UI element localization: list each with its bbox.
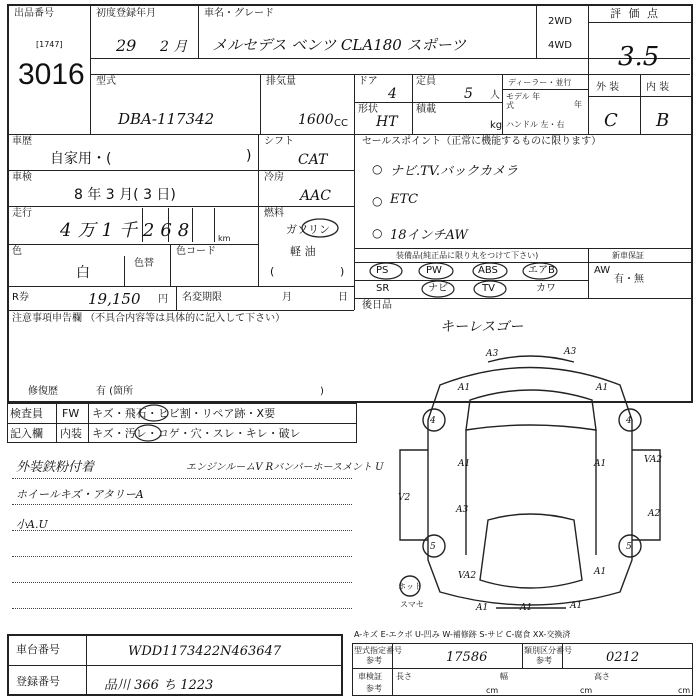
- model-year-unit: 年: [574, 100, 582, 109]
- mark-5-left: 5: [430, 542, 436, 552]
- type-cert-sub: 参考: [366, 656, 382, 665]
- equip-ps: PS: [376, 265, 389, 276]
- name-value: メルセデス ベンツ CLA180 スポーツ: [212, 36, 467, 54]
- ext-value: C: [604, 110, 618, 131]
- equip-navi: ナビ: [428, 283, 448, 294]
- first-reg-year: 29: [116, 36, 137, 55]
- hotto-label: ホット: [398, 582, 422, 591]
- remark-right-1: エンジンルームV Rバンパーホースメント U: [186, 462, 384, 473]
- color-value: 白: [76, 265, 90, 281]
- remark-line-2: ホイールキズ・アタリーA: [16, 488, 144, 501]
- inspection-value: 8 年 3 月( 3 日): [74, 187, 176, 203]
- drive-2wd: 2WD: [548, 16, 572, 27]
- mileage-value: 4万1千268: [60, 220, 196, 241]
- equip-abs: ABS: [478, 265, 498, 276]
- model-label: 型式: [96, 76, 116, 87]
- equip-sr: SR: [376, 283, 390, 294]
- transfer-label: 名変期限: [182, 292, 222, 303]
- int-value: B: [656, 110, 670, 131]
- recycle-label: R券: [12, 292, 29, 303]
- mark-a3-left-rear: A3: [456, 505, 469, 515]
- ac-value: AAC: [300, 188, 331, 204]
- shape-value: HT: [376, 114, 398, 130]
- fuel-diesel: 軽 油: [290, 245, 316, 258]
- retrofit-value: キーレスゴー: [440, 319, 524, 335]
- rating-value: 3.5: [618, 42, 660, 72]
- int-items: キズ・汚レ・コゲ・穴・スレ・キレ・破レ: [92, 427, 301, 440]
- capacity-unit: 人: [490, 90, 500, 101]
- mark-a1-fl: A1: [458, 383, 471, 393]
- displacement-label: 排気量: [266, 76, 296, 87]
- class-label: 類別区分番号: [524, 646, 572, 655]
- load-unit: kg: [490, 120, 503, 131]
- model-year-label: モデル 年式: [506, 92, 541, 110]
- door-label: ドア: [358, 76, 378, 87]
- color-code-label: 色コード: [176, 246, 216, 257]
- notes-title: 注意事項申告欄 （不具合内容等は具体的に記入して下さい）: [12, 313, 286, 324]
- type-cert-value: 17586: [446, 650, 488, 665]
- name-label: 車名・グレード: [204, 8, 274, 19]
- reg-label: 登録番号: [16, 675, 60, 688]
- sales-point-3: 18インチAW: [390, 228, 468, 243]
- transfer-day: 日: [338, 292, 348, 303]
- fuel-paren-close: ): [340, 265, 345, 278]
- color-change-label: 色替: [134, 258, 154, 269]
- mark-a3-front-right: A3: [564, 347, 577, 357]
- type-cert-label: 型式指定番号: [354, 646, 402, 655]
- height-unit: cm: [678, 686, 691, 695]
- legend-text: A-キズ E-エクボ U-凹み W-補修跡 S-サビ C-腐食 XX-交換済: [354, 630, 571, 639]
- inspector-label-2: 記入欄: [10, 427, 43, 440]
- load-label: 積載: [416, 104, 436, 115]
- shift-label: シフト: [264, 136, 294, 147]
- repair-value: 有 (箇所: [96, 386, 134, 397]
- history-close: ): [246, 148, 252, 164]
- remark-line-1: 外装鉄粉付着: [16, 460, 95, 475]
- fw-label: FW: [62, 407, 80, 420]
- mileage-unit: km: [218, 234, 231, 243]
- rating-label: 評 価 点: [610, 7, 660, 20]
- mark-va2-right: VA2: [644, 455, 663, 465]
- class-value: 0212: [606, 650, 640, 665]
- shift-value: CAT: [298, 152, 328, 168]
- displacement-unit: CC: [334, 118, 348, 129]
- equip-leather: カワ: [536, 283, 556, 294]
- sumu-label: スマセ: [400, 600, 424, 609]
- mark-5-right: 5: [626, 542, 632, 552]
- fuel-gas: ガソリン: [286, 223, 330, 236]
- mark-a3-front-left: A3: [486, 349, 499, 359]
- transfer-month: 月: [282, 292, 292, 303]
- mark-a1-rear-left: A1: [476, 603, 489, 613]
- mark-4-left: 4: [430, 416, 436, 426]
- first-reg-month: 2 月: [160, 39, 188, 55]
- recycle-value: 19,150: [88, 290, 141, 308]
- height-label: 高さ: [594, 672, 610, 681]
- mark-a2-right: A2: [648, 509, 661, 519]
- new-car-label: 新車保証: [612, 251, 644, 260]
- mark-a1-right-door: A1: [594, 459, 607, 469]
- handle-label: ハンドル 左・右: [506, 120, 565, 129]
- sales-title: セールスポイント（正常に機能するものに限ります）: [362, 136, 602, 147]
- drive-4wd: 4WD: [548, 40, 572, 51]
- equipment-title: 装備品(純正品に限り丸をつけて下さい): [396, 251, 539, 260]
- equip-airbag: エアB: [528, 265, 555, 276]
- history-value: 自家用・(: [50, 151, 112, 167]
- capacity-label: 定員: [416, 76, 436, 87]
- int-label-row: 内装: [60, 427, 82, 440]
- remark-line-3: 小A.U: [16, 518, 48, 531]
- dims-label: 車検証: [358, 672, 382, 681]
- length-label: 長さ: [396, 672, 412, 681]
- dims-sub: 参考: [366, 684, 382, 693]
- reg-value: 品川 366 ち 1223: [104, 678, 214, 693]
- lot-number: 3016: [18, 58, 85, 91]
- first-reg-label: 初度登録年月: [96, 8, 156, 19]
- mark-4-right: 4: [626, 416, 632, 426]
- chassis-value: WDD1173422N463647: [128, 644, 282, 659]
- fuel-label: 燃料: [264, 208, 284, 219]
- mark-a1-rear-right: A1: [570, 601, 583, 611]
- repair-label: 修復歴: [28, 386, 58, 397]
- shape-label: 形状: [358, 104, 378, 115]
- mark-a1-rr: A1: [594, 567, 607, 577]
- width-unit: cm: [580, 686, 593, 695]
- ext-label: 外 装: [596, 82, 620, 93]
- equip-tv: TV: [482, 283, 495, 294]
- capacity-value: 5: [464, 86, 473, 102]
- chassis-label: 車台番号: [16, 643, 60, 656]
- inspector-label-1: 検査員: [10, 407, 43, 420]
- length-unit: cm: [486, 686, 499, 695]
- new-car-value: 有・無: [614, 274, 644, 285]
- mileage-label: 走行: [12, 208, 32, 219]
- mark-a1-left-door: A1: [458, 459, 471, 469]
- mark-a1-fr: A1: [596, 383, 609, 393]
- retrofit-label: 後日品: [362, 300, 392, 311]
- fw-items: キズ・飛石・ヒビ割・リペア跡・X要: [92, 407, 276, 420]
- mark-va2-rear: VA2: [458, 571, 477, 581]
- sales-point-1: ナビ.TV.バックカメラ: [390, 164, 519, 179]
- displacement-value: 1600: [298, 112, 334, 128]
- history-label: 車歴: [12, 136, 32, 147]
- repair-close: ): [320, 386, 324, 397]
- lot-small-number: [1747]: [36, 40, 63, 49]
- mark-v2-left: V2: [398, 493, 411, 503]
- equip-pw: PW: [426, 265, 442, 276]
- ac-label: 冷房: [264, 172, 284, 183]
- model-value: DBA-117342: [118, 110, 215, 128]
- dealer-label: ディーラー・並行: [508, 78, 572, 87]
- mark-a1-rear-mid: A1: [520, 603, 533, 613]
- inspection-label: 車検: [12, 172, 32, 183]
- fuel-paren-open: (: [270, 265, 275, 278]
- class-sub: 参考: [536, 656, 552, 665]
- sales-point-2: ETC: [390, 192, 419, 207]
- recycle-unit: 円: [158, 294, 168, 305]
- int-label: 内 装: [646, 82, 670, 93]
- width-label: 幅: [500, 672, 508, 681]
- color-label: 色: [12, 246, 22, 257]
- lot-label: 出品番号: [14, 8, 54, 19]
- equip-aw: AW: [594, 265, 611, 276]
- door-value: 4: [388, 86, 397, 102]
